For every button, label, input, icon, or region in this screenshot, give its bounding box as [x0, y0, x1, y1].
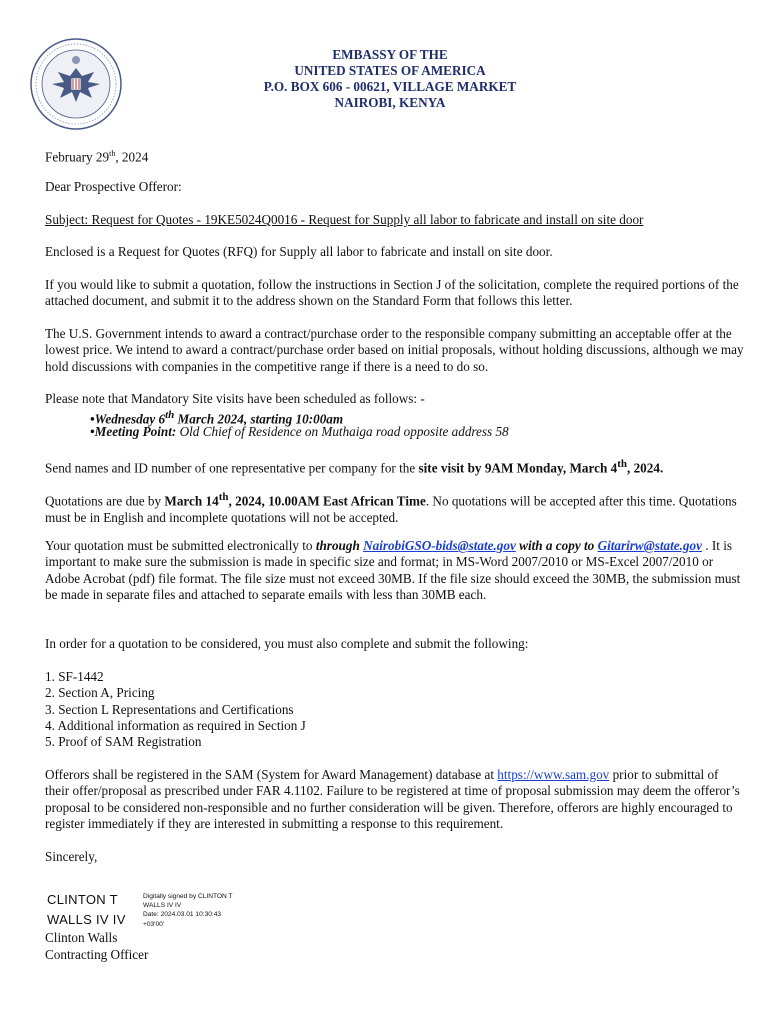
bullet-date-text: •Wednesday 6	[90, 411, 166, 427]
sam-paragraph	[45, 767, 745, 832]
signer-block	[45, 930, 148, 963]
bullet-date-time: March 2024, starting 10:00am	[174, 411, 344, 427]
submission-pre: Your quotation must be submitted electronically to	[45, 538, 316, 553]
requirements-list	[45, 669, 745, 750]
send-names-text: Send names and ID number of one representative per company for the	[45, 460, 419, 476]
bids-email-link[interactable]: NairobiGSO-bids@state.gov	[363, 538, 516, 553]
enclosed-paragraph: Enclosed is a Request for Quotes (RFQ) for Supply all labor to fabricate and install on site door.	[45, 244, 553, 259]
salutation: Dear Prospective Offeror:	[45, 179, 182, 194]
letterhead	[220, 47, 560, 111]
copy-email-link[interactable]: Gitarirw@state.gov	[597, 538, 702, 553]
due-paragraph	[45, 489, 745, 526]
meeting-point-text: Old Chief of Residence on Muthaiga road opposite address 58	[176, 424, 509, 439]
submission-through: through	[315, 538, 364, 553]
letterhead-line1: EMBASSY OF THE	[332, 47, 448, 62]
due-pre: Quotations are due by	[45, 493, 165, 509]
signature-detail-line: +03'00'	[143, 920, 165, 928]
send-names-sup: th	[617, 458, 627, 470]
date-year: , 2024	[115, 149, 149, 165]
signature-name-line1: CLINTON T	[47, 892, 118, 907]
bullet-date-sup: th	[165, 409, 175, 421]
due-sup: th	[218, 491, 229, 503]
submission-paragraph	[45, 538, 745, 603]
sam-post: prior to submittal of their offer/proposal as prescribed under FAR 4.1102. Failure to be registered at time of proposal submission may deem the offeror’s proposal to be considered non-responsible and no further consideration will be given. Therefore, offerors are highly encouraged to register immediately if they are interested in submitting a response to this requirement.	[45, 767, 740, 831]
list-item: 1. SF-1442	[45, 669, 104, 684]
send-names-deadline: site visit by 9AM Monday, March 4	[418, 460, 618, 476]
sam-link[interactable]: https://www.sam.gov	[497, 767, 610, 782]
submission-post: . It is important to make sure the submission is made in specific size and format; in MS-Word 2007/2010 or MS-Excel 2007/2010 or Adobe Acrobat (pdf) file format. The file size must not exceed 30MB. If the file size should exceed the 30MB, the submission must be made in separate files and attached to separate emails with less than 30MB each.	[45, 538, 741, 602]
send-names-paragraph	[45, 456, 745, 477]
letterhead-line3: P.O. BOX 606 - 00621, VILLAGE MARKET	[263, 79, 517, 94]
signer-name: Clinton Walls	[45, 930, 118, 945]
due-date: March 14	[164, 493, 219, 509]
list-item: 5. Proof of SAM Registration	[45, 734, 202, 750]
signer-title: Contracting Officer	[45, 946, 149, 962]
due-post: . No quotations will be accepted after this time. Quotations must be in English and incomplete quotations will not be accepted.	[45, 493, 737, 525]
subject-line: Subject: Request for Quotes - 19KE5024Q0016 - Request for Supply all labor to fabricate and install on site door	[45, 212, 644, 227]
list-item: 4. Additional information as required in Section J	[45, 717, 306, 733]
list-item: 2. Section A, Pricing	[45, 685, 155, 701]
date-text: February 29	[45, 149, 110, 165]
site-visit-intro: Please note that Mandatory Site visits have been scheduled as follows: -	[45, 391, 425, 406]
signature-name-line2: WALLS IV IV	[47, 912, 126, 927]
signature-detail-line: WALLS IV IV	[143, 902, 182, 910]
site-visit-bullet-location	[90, 424, 770, 440]
award-paragraph: The U.S. Government intends to award a contract/purchase order to the responsible company submitting an acceptable offer at the lowest price. We intend to award a contract/purchase order based on initial proposals, without holding discussions, although we may hold discussions with companies in the competitive range if there is a need to do so.	[45, 326, 744, 374]
meeting-point-label: •Meeting Point:	[90, 424, 177, 439]
submission-copy: with a copy to	[515, 538, 595, 553]
letterhead-line2: UNITED STATES OF AMERICA	[294, 63, 486, 78]
signature-detail-line: Date: 2024.03.01 10:30:43	[143, 911, 222, 919]
consider-paragraph: In order for a quotation to be considered, you must also complete and submit the following:	[45, 636, 529, 651]
letterhead-line4: NAIROBI, KENYA	[334, 95, 446, 110]
digital-signature-details	[143, 892, 253, 929]
digital-signature-name	[47, 890, 137, 930]
us-great-seal-icon	[30, 38, 122, 130]
date-suffix: th	[109, 149, 116, 158]
sam-pre: Offerors shall be registered in the SAM (System for Award Management) database at	[45, 767, 498, 782]
send-names-year: , 2024.	[626, 460, 664, 476]
due-time: , 2024, 10.00AM East African Time	[228, 493, 426, 509]
signature-detail-line: Digitally signed by CLINTON T	[143, 893, 233, 900]
letter-date	[45, 146, 745, 166]
instructions-paragraph: If you would like to submit a quotation, follow the instructions in Section J of the solicitation, complete the required portions of the attached document, and submit it to the address shown on the Standard Form that follows this letter.	[45, 277, 739, 309]
closing: Sincerely,	[45, 849, 98, 864]
list-item: 3. Section L Representations and Certifications	[45, 701, 294, 717]
